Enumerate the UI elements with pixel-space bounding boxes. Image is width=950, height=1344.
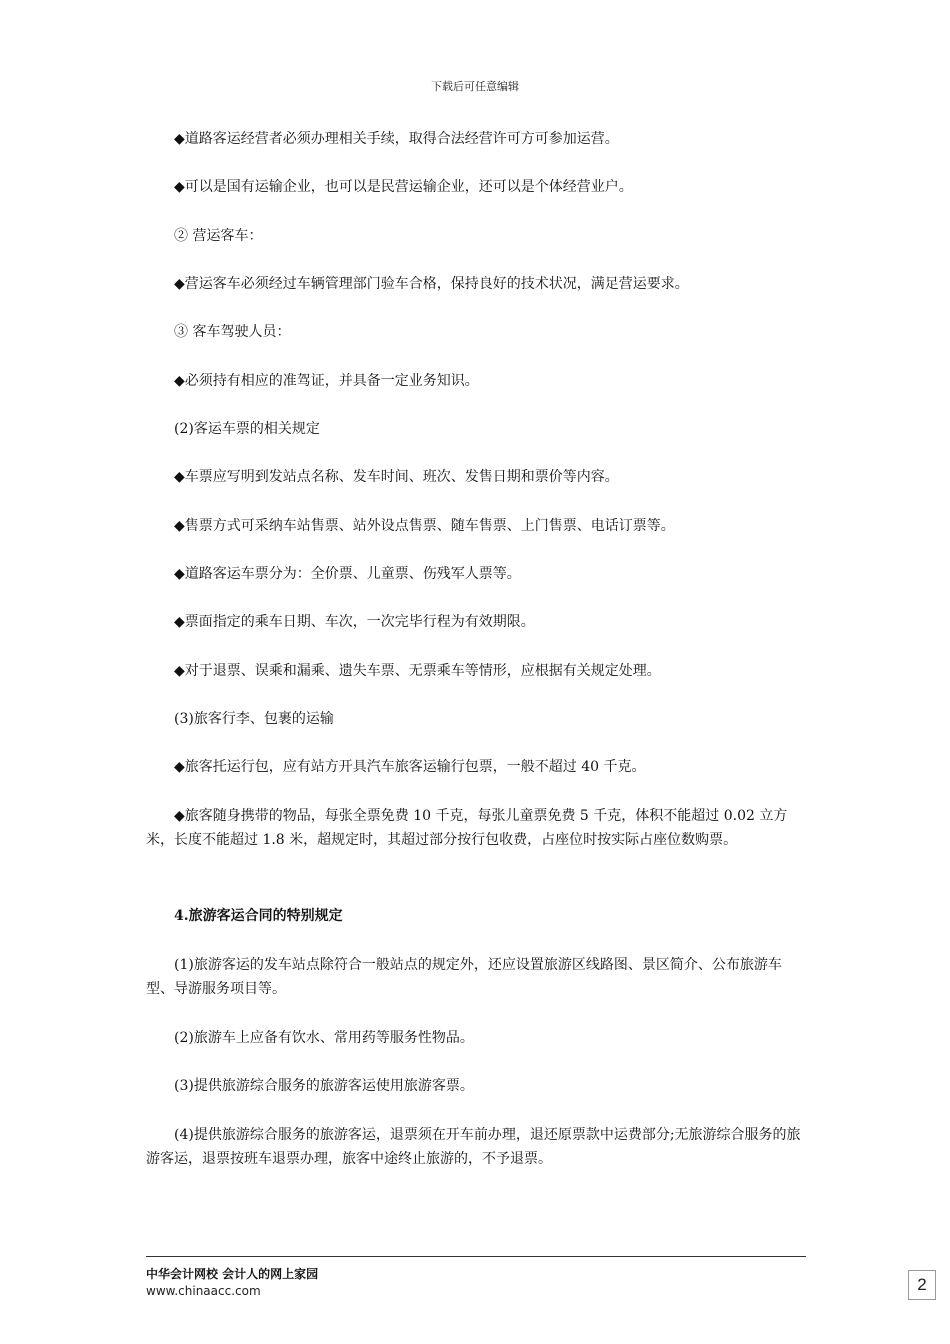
paragraph: ③ 客车驾驶人员： — [174, 324, 291, 340]
paragraph: (2)客运车票的相关规定 — [174, 421, 320, 437]
paragraph: ② 营运客车： — [174, 228, 263, 244]
paragraph: ◆对于退票、误乘和漏乘、遗失车票、无票乘车等情形，应根据有关规定处理。 — [174, 663, 661, 679]
paragraph: ◆营运客车必须经过车辆管理部门验车合格，保持良好的技术状况，满足营运要求。 — [174, 276, 689, 292]
page-number: 2 — [908, 1270, 936, 1300]
paragraph: ◆道路客运经营者必须办理相关手续，取得合法经营许可方可参加运营。 — [174, 131, 619, 147]
paragraph: ◆车票应写明到发站点名称、发车时间、班次、发售日期和票价等内容。 — [174, 469, 619, 485]
paragraph: ◆道路客运车票分为：全价票、儿童票、伤残军人票等。 — [174, 566, 521, 582]
page-header: 下载后可任意编辑 — [431, 80, 519, 93]
footer-site-url[interactable]: www.chinaacc.com — [146, 1284, 261, 1298]
paragraph: ◆必须持有相应的准驾证，并具备一定业务知识。 — [174, 373, 479, 389]
paragraph: (3)提供旅游综合服务的旅游客运使用旅游客票。 — [174, 1078, 474, 1094]
paragraph: ◆可以是国有运输企业，也可以是民营运输企业，还可以是个体经营业户。 — [174, 179, 633, 195]
section-heading: 4.旅游客运合同的特别规定 — [174, 908, 343, 924]
footer-divider — [146, 1256, 806, 1257]
paragraph: (3)旅客行李、包裹的运输 — [174, 711, 334, 727]
paragraph: ◆售票方式可采纳车站售票、站外设点售票、随车售票、上门售票、电话订票等。 — [174, 518, 675, 534]
paragraph: ◆旅客随身携带的物品，每张全票免费 10 千克，每张儿童票免费 5 千克，体积不能超过 0.02 立方米，长度不能超过 1.8 米，超规定时，其超过部分按行包收费，占座位时按实际占座位数购票。 — [146, 808, 788, 848]
paragraph: (4)提供旅游综合服务的旅游客运，退票须在开车前办理，退还原票款中运费部分;无旅游综合服务的旅游客运，退票按班车退票办理，旅客中途终止旅游的，不予退票。 — [146, 1127, 801, 1167]
paragraph: (1)旅游客运的发车站点除符合一般站点的规定外，还应设置旅游区线路图、景区简介、公布旅游车型、导游服务项目等。 — [146, 957, 782, 997]
paragraph: (2)旅游车上应备有饮水、常用药等服务性物品。 — [174, 1030, 474, 1046]
footer-site-name: 中华会计网校 会计人的网上家园 — [146, 1267, 319, 1281]
paragraph: ◆票面指定的乘车日期、车次，一次完毕行程为有效期限。 — [174, 614, 535, 630]
paragraph: ◆旅客托运行包，应有站方开具汽车旅客运输行包票，一般不超过 40 千克。 — [174, 759, 646, 775]
